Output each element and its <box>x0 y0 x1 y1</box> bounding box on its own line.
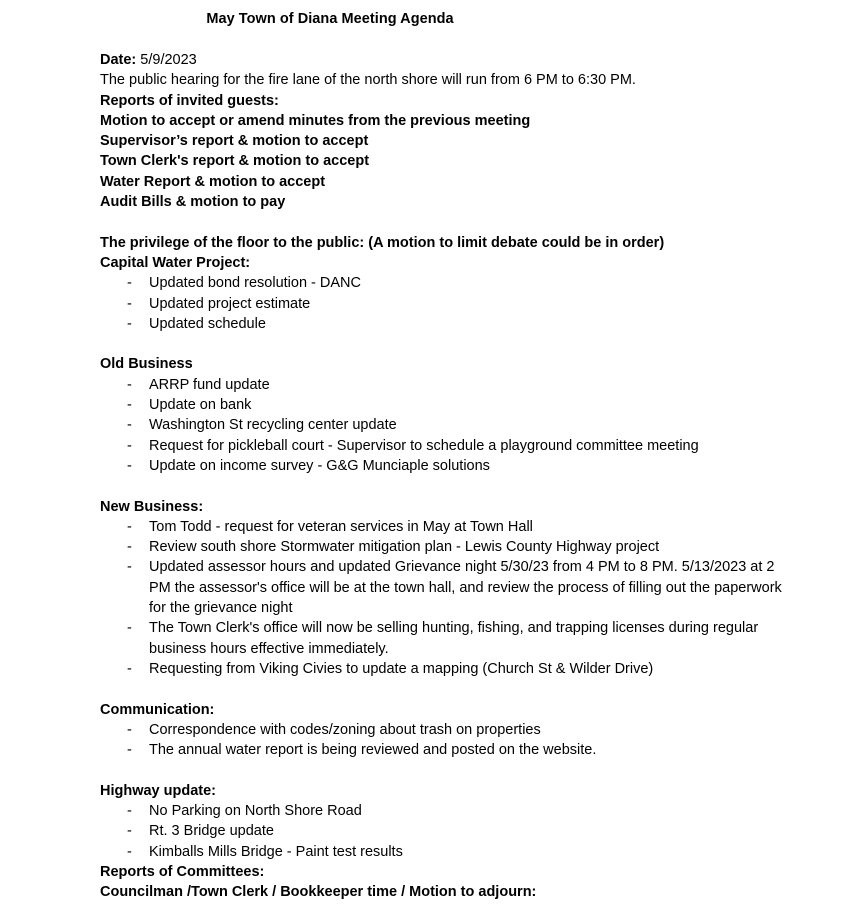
list-item <box>100 436 800 456</box>
list-item <box>100 314 800 334</box>
list-item <box>100 294 800 314</box>
bullet-dash-icon: - <box>127 417 132 434</box>
spacer <box>100 679 800 699</box>
bullet-dash-icon: - <box>127 823 132 840</box>
bullet-dash-icon: - <box>127 742 132 759</box>
spacer <box>100 760 800 780</box>
bullet-dash-icon: - <box>127 275 132 292</box>
heading-communication: Communication: <box>100 701 215 718</box>
list-new-business <box>100 517 800 679</box>
list-item <box>100 618 800 659</box>
bullet-dash-icon: - <box>127 315 132 332</box>
bullet-dash-icon: - <box>127 660 132 677</box>
heading-supervisor-report: Supervisor’s report & motion to accept <box>100 133 369 150</box>
bullet-dash-icon: - <box>127 376 132 393</box>
document-body <box>100 50 800 902</box>
list-item-text: ARRP fund update <box>149 376 270 393</box>
list-item-text: The annual water report is being reviewed and posted on the website. <box>149 742 597 759</box>
list-item-text: Rt. 3 Bridge update <box>149 823 274 840</box>
list-item <box>100 375 800 395</box>
list-item-text: Kimballs Mills Bridge - Paint test results <box>149 843 403 860</box>
bullet-dash-icon: - <box>127 295 132 312</box>
list-highway-update <box>100 801 800 862</box>
heading-water-report: Water Report & motion to accept <box>100 173 326 190</box>
list-item <box>100 821 800 841</box>
list-item-text: Updated project estimate <box>149 295 311 312</box>
list-item <box>100 517 800 537</box>
bullet-dash-icon: - <box>127 721 132 738</box>
list-item <box>100 740 800 760</box>
heading-new-business: New Business: <box>100 498 204 515</box>
list-communication <box>100 720 800 761</box>
list-item-text: The Town Clerk's office will now be selling hunting, fishing, and trapping licenses during regular business hours effective immediately. <box>149 620 759 657</box>
list-item-text: Correspondence with codes/zoning about trash on properties <box>149 721 541 738</box>
heading-audit-bills: Audit Bills & motion to pay <box>100 194 286 211</box>
date-value: 5/9/2023 <box>136 52 197 68</box>
list-item <box>100 273 800 293</box>
list-item <box>100 557 800 618</box>
list-item-text: Tom Todd - request for veteran services in May at Town Hall <box>149 518 533 535</box>
list-item-text: Updated assessor hours and updated Grievance night 5/30/23 from 4 PM to 8 PM. 5/13/2023 at 2 PM the assessor's office will be at the town hall, and review the process of filling out the paperwork for the grievance night <box>149 559 782 617</box>
list-item-text: Requesting from Viking Civies to update a mapping (Church St & Wilder Drive) <box>149 660 654 677</box>
bullet-dash-icon: - <box>127 539 132 556</box>
list-item <box>100 537 800 557</box>
bullet-dash-icon: - <box>127 620 132 637</box>
list-old-business <box>100 375 800 476</box>
bullet-dash-icon: - <box>127 397 132 414</box>
heading-highway-update: Highway update: <box>100 782 217 799</box>
heading-councilman-adjourn: Councilman /Town Clerk / Bookkeeper time / Motion to adjourn: <box>100 884 537 901</box>
bullet-dash-icon: - <box>127 518 132 535</box>
heading-privilege-of-floor: The privilege of the floor to the public: (A motion to limit debate could be in order) <box>100 234 665 251</box>
bullet-dash-icon: - <box>127 457 132 474</box>
spacer <box>100 476 800 496</box>
list-item-text: Update on bank <box>149 397 252 414</box>
list-item <box>100 415 800 435</box>
date-line <box>100 50 800 70</box>
list-item <box>100 659 800 679</box>
spacer <box>100 334 800 354</box>
list-item-text: Updated bond resolution - DANC <box>149 275 361 292</box>
bullet-dash-icon: - <box>127 843 132 860</box>
bullet-dash-icon: - <box>127 559 132 576</box>
spacer <box>100 212 800 232</box>
date-label: Date: <box>100 52 137 68</box>
heading-motion-minutes: Motion to accept or amend minutes from the previous meeting <box>100 112 531 129</box>
list-item-text: No Parking on North Shore Road <box>149 802 362 819</box>
heading-reports-invited-guests: Reports of invited guests: <box>100 92 279 109</box>
heading-town-clerk-report: Town Clerk's report & motion to accept <box>100 153 370 170</box>
heading-old-business: Old Business <box>100 356 193 373</box>
heading-capital-water-project: Capital Water Project: <box>100 254 251 271</box>
list-item-text: Update on income survey - G&G Munciaple solutions <box>149 457 490 474</box>
list-item <box>100 395 800 415</box>
list-item-text: Request for pickleball court - Supervisor to schedule a playground committee meeting <box>149 437 699 454</box>
public-hearing-line: The public hearing for the fire lane of the north shore will run from 6 PM to 6:30 PM. <box>100 72 636 89</box>
list-item-text: Updated schedule <box>149 315 266 332</box>
list-item-text: Washington St recycling center update <box>149 417 397 434</box>
list-item <box>100 456 800 476</box>
bullet-dash-icon: - <box>127 802 132 819</box>
heading-reports-of-committees: Reports of Committees: <box>100 863 265 880</box>
list-item-text: Review south shore Stormwater mitigation plan - Lewis County Highway project <box>149 539 660 556</box>
list-item <box>100 720 800 740</box>
bullet-dash-icon: - <box>127 437 132 454</box>
list-item <box>100 801 800 821</box>
list-capital-water-project <box>100 273 800 334</box>
list-item <box>100 842 800 862</box>
page-title: May Town of Diana Meeting Agenda <box>206 11 454 27</box>
